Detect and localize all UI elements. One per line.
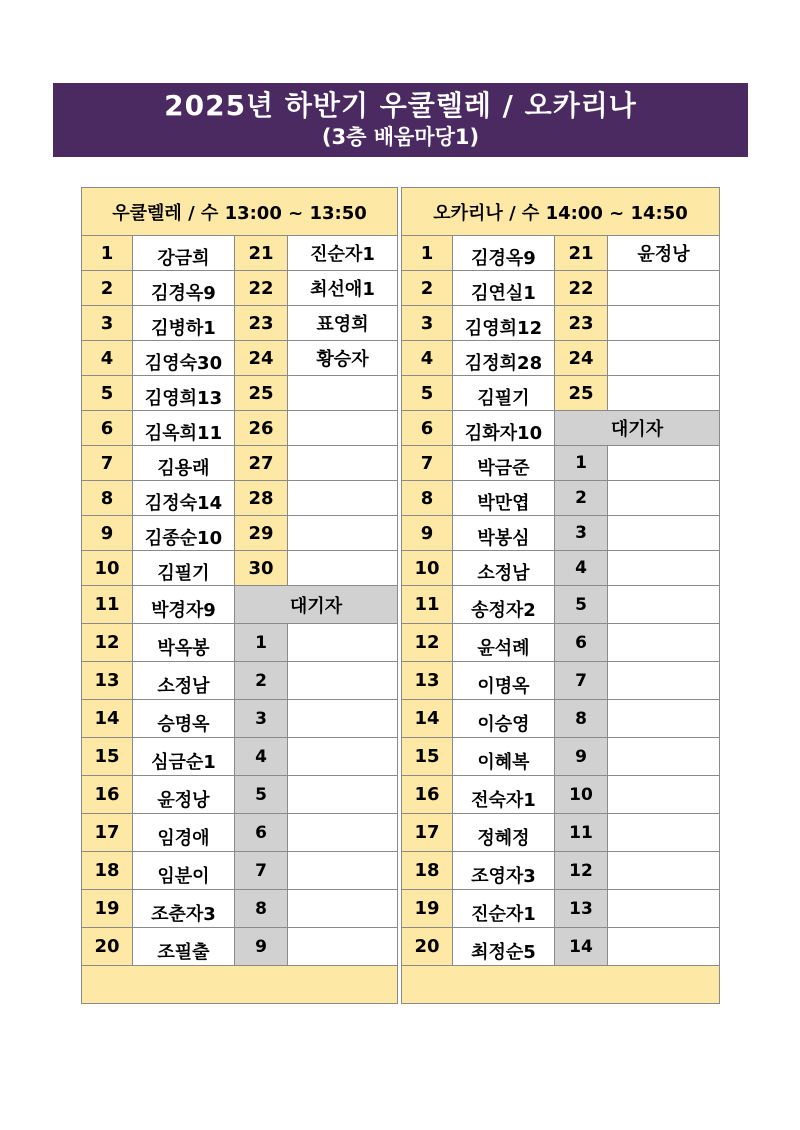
table-row — [402, 376, 720, 411]
registrant-name-text: 승명옥 — [157, 713, 210, 735]
registrant-name — [453, 411, 555, 446]
extra-name: 황승자 — [288, 341, 398, 376]
waitlist-number: 6 — [235, 814, 288, 852]
registrant-name — [453, 928, 555, 966]
waitlist-number: 1 — [235, 624, 288, 662]
waitlist-number: 2 — [555, 481, 608, 516]
registrant-name-text: 조영자3 — [471, 865, 536, 887]
registrant-name-text: 김옥희11 — [144, 423, 223, 444]
waitlist-number: 7 — [235, 852, 288, 890]
registrant-number: 8 — [402, 481, 453, 516]
registrant-number: 18 — [82, 852, 133, 890]
table-footer — [82, 966, 398, 1004]
waitlist-number: 11 — [555, 814, 608, 852]
waitlist-number: 4 — [555, 551, 608, 586]
registrant-number: 4 — [82, 341, 133, 376]
registrant-number: 10 — [82, 551, 133, 586]
table-row — [82, 776, 398, 814]
registrant-number: 16 — [82, 776, 133, 814]
registrant-name-text: 김영희13 — [144, 388, 223, 409]
table-row — [402, 814, 720, 852]
extra-number: 29 — [235, 516, 288, 551]
registrant-name-text: 김경옥9 — [471, 248, 536, 269]
registrant-name-text: 김화자10 — [464, 423, 543, 444]
registrant-number: 3 — [402, 306, 453, 341]
extra-name — [288, 516, 398, 551]
registrant-name — [453, 624, 555, 662]
extra-name: 윤정낭 — [608, 236, 720, 271]
registrant-number: 9 — [402, 516, 453, 551]
table-row — [402, 551, 720, 586]
registrant-name-text: 소정남 — [477, 563, 530, 584]
ocarina-roster-table — [401, 187, 720, 1004]
registrant-name-text: 심금순1 — [151, 751, 216, 773]
registrant-name — [133, 814, 235, 852]
waitlist-number: 3 — [235, 700, 288, 738]
waitlist-name — [608, 624, 720, 662]
registrant-number: 14 — [82, 700, 133, 738]
waitlist-header: 대기자 — [235, 586, 398, 624]
table-row — [82, 890, 398, 928]
waitlist-name — [608, 481, 720, 516]
registrant-name-text: 윤석례 — [477, 637, 530, 659]
waitlist-name — [288, 624, 398, 662]
registrant-number: 14 — [402, 700, 453, 738]
table-row — [82, 516, 398, 551]
waitlist-name — [608, 551, 720, 586]
registrant-name — [453, 586, 555, 624]
waitlist-number: 13 — [555, 890, 608, 928]
waitlist-number: 7 — [555, 662, 608, 700]
waitlist-name — [608, 814, 720, 852]
registrant-name-text: 박봉심 — [477, 528, 530, 549]
table-row — [402, 516, 720, 551]
extra-number: 22 — [555, 271, 608, 306]
waitlist-name — [608, 700, 720, 738]
class-schedule-header: 오카리나 / 수 14:00 ~ 14:50 — [402, 188, 720, 236]
table-row — [402, 890, 720, 928]
table-row — [82, 814, 398, 852]
extra-name: 진순자1 — [288, 236, 398, 271]
registrant-name-text: 김필기 — [157, 563, 210, 584]
registrant-number: 4 — [402, 341, 453, 376]
registrant-number: 19 — [82, 890, 133, 928]
waitlist-name — [288, 738, 398, 776]
registrant-name — [453, 852, 555, 890]
waitlist-name — [288, 700, 398, 738]
registrant-number: 8 — [82, 481, 133, 516]
table-footer — [402, 966, 720, 1004]
extra-number: 21 — [235, 236, 288, 271]
extra-number: 23 — [555, 306, 608, 341]
registrant-name — [453, 446, 555, 481]
waitlist-name — [288, 852, 398, 890]
registrant-name — [133, 446, 235, 481]
registrant-name — [453, 306, 555, 341]
table-row — [402, 271, 720, 306]
waitlist-number: 2 — [235, 662, 288, 700]
registrant-name — [133, 586, 235, 624]
registrant-name — [453, 376, 555, 411]
registrant-name-text: 김용래 — [157, 458, 210, 479]
waitlist-name — [608, 776, 720, 814]
registrant-name — [453, 662, 555, 700]
waitlist-number: 10 — [555, 776, 608, 814]
waitlist-number: 14 — [555, 928, 608, 966]
waitlist-name — [288, 662, 398, 700]
registrant-number: 3 — [82, 306, 133, 341]
table-row — [402, 624, 720, 662]
registrant-number: 11 — [82, 586, 133, 624]
extra-number: 24 — [235, 341, 288, 376]
table-row — [402, 411, 720, 446]
registrant-name — [133, 306, 235, 341]
registrant-name — [453, 776, 555, 814]
table-row — [402, 852, 720, 890]
table-row — [82, 928, 398, 966]
registrant-name — [453, 271, 555, 306]
registrant-name-text: 이혜복 — [477, 751, 530, 773]
registrant-name-text: 이명옥 — [477, 675, 530, 697]
registrant-number: 12 — [82, 624, 133, 662]
waitlist-number: 4 — [235, 738, 288, 776]
table-row — [402, 341, 720, 376]
registrant-name-text: 정혜정 — [477, 827, 530, 849]
registrant-number: 20 — [402, 928, 453, 966]
table-row — [82, 551, 398, 586]
table-row — [82, 586, 398, 624]
header-row — [402, 188, 720, 236]
registrant-name-text: 박옥봉 — [157, 637, 210, 659]
registrant-name — [453, 516, 555, 551]
registrant-name — [133, 341, 235, 376]
table-row — [82, 341, 398, 376]
page-subtitle: (3층 배움마당1) — [321, 125, 480, 149]
registrant-number: 15 — [402, 738, 453, 776]
registrant-name-text: 김정희28 — [464, 353, 543, 374]
extra-name — [608, 306, 720, 341]
registrant-name — [453, 738, 555, 776]
registrant-number: 6 — [82, 411, 133, 446]
registrant-name — [133, 236, 235, 271]
registrant-name — [133, 411, 235, 446]
registrant-number: 5 — [82, 376, 133, 411]
table-row — [82, 446, 398, 481]
registrant-name-text: 박경자9 — [151, 599, 216, 621]
extra-name: 표영희 — [288, 306, 398, 341]
table-row — [82, 481, 398, 516]
registrant-number: 2 — [402, 271, 453, 306]
registrant-name-text: 임경애 — [157, 827, 210, 849]
table-row — [402, 481, 720, 516]
table-row — [402, 586, 720, 624]
registrant-name — [453, 481, 555, 516]
registrant-number: 17 — [402, 814, 453, 852]
registrant-number: 6 — [402, 411, 453, 446]
registrant-number: 5 — [402, 376, 453, 411]
registrant-number: 15 — [82, 738, 133, 776]
registrant-name — [133, 928, 235, 966]
registrant-number: 17 — [82, 814, 133, 852]
registrant-number: 9 — [82, 516, 133, 551]
ukulele-roster-table — [81, 187, 398, 1004]
extra-name — [288, 446, 398, 481]
registrant-name — [453, 341, 555, 376]
registrant-name — [133, 662, 235, 700]
table-row — [82, 306, 398, 341]
waitlist-number: 9 — [555, 738, 608, 776]
registrant-name — [133, 738, 235, 776]
table-row — [82, 738, 398, 776]
registrant-number: 16 — [402, 776, 453, 814]
waitlist-name — [288, 814, 398, 852]
extra-name — [288, 481, 398, 516]
waitlist-name — [608, 446, 720, 481]
waitlist-number: 5 — [555, 586, 608, 624]
registrant-name — [133, 890, 235, 928]
extra-number: 28 — [235, 481, 288, 516]
table-row — [402, 738, 720, 776]
registrant-name-text: 김영숙30 — [144, 353, 223, 374]
waitlist-number: 3 — [555, 516, 608, 551]
footer-row — [402, 966, 720, 1004]
registrant-name — [453, 551, 555, 586]
registrant-number: 1 — [82, 236, 133, 271]
extra-name — [608, 341, 720, 376]
registrant-name — [453, 890, 555, 928]
extra-number: 27 — [235, 446, 288, 481]
table-row — [402, 776, 720, 814]
registrant-name — [133, 481, 235, 516]
registrant-number: 20 — [82, 928, 133, 966]
waitlist-name — [608, 662, 720, 700]
waitlist-number: 1 — [555, 446, 608, 481]
registrant-name-text: 김정숙14 — [144, 493, 223, 514]
table-row — [82, 852, 398, 890]
extra-number: 25 — [555, 376, 608, 411]
class-schedule-header: 우쿨렐레 / 수 13:00 ~ 13:50 — [82, 188, 398, 236]
extra-number: 23 — [235, 306, 288, 341]
registrant-name — [453, 236, 555, 271]
waitlist-name — [608, 516, 720, 551]
table-row — [82, 271, 398, 306]
registrant-name-text: 송정자2 — [471, 599, 536, 621]
extra-name — [288, 551, 398, 586]
footer-row — [82, 966, 398, 1004]
registrant-name-text: 윤정낭 — [157, 789, 210, 811]
table-row — [82, 624, 398, 662]
table-row — [82, 662, 398, 700]
table-row — [402, 662, 720, 700]
registrant-name-text: 최정순5 — [471, 941, 536, 963]
waitlist-number: 12 — [555, 852, 608, 890]
registrant-number: 2 — [82, 271, 133, 306]
table-row — [82, 376, 398, 411]
registrant-name-text: 김경옥9 — [151, 283, 216, 304]
waitlist-name — [288, 928, 398, 966]
registrant-name — [133, 700, 235, 738]
extra-number: 25 — [235, 376, 288, 411]
extra-name — [288, 376, 398, 411]
waitlist-number: 9 — [235, 928, 288, 966]
waitlist-number: 6 — [555, 624, 608, 662]
registrant-name-text: 진순자1 — [471, 903, 536, 925]
registrant-name — [133, 852, 235, 890]
extra-number: 21 — [555, 236, 608, 271]
extra-name — [288, 411, 398, 446]
waitlist-name — [288, 890, 398, 928]
registrant-name — [133, 551, 235, 586]
waitlist-name — [608, 586, 720, 624]
extra-number: 24 — [555, 341, 608, 376]
registrant-name — [453, 814, 555, 852]
waitlist-name — [608, 738, 720, 776]
table-row — [402, 236, 720, 271]
table-row — [402, 306, 720, 341]
waitlist-header: 대기자 — [555, 411, 720, 446]
waitlist-number: 8 — [235, 890, 288, 928]
registrant-number: 13 — [402, 662, 453, 700]
registrant-number: 18 — [402, 852, 453, 890]
registrant-name-text: 소정남 — [157, 675, 210, 697]
waitlist-number: 8 — [555, 700, 608, 738]
registrant-name-text: 조필출 — [157, 941, 210, 963]
registrant-name-text: 전숙자1 — [471, 789, 536, 811]
registrant-name — [133, 516, 235, 551]
extra-number: 26 — [235, 411, 288, 446]
extra-number: 30 — [235, 551, 288, 586]
waitlist-number: 5 — [235, 776, 288, 814]
waitlist-name — [608, 852, 720, 890]
registrant-name — [133, 376, 235, 411]
waitlist-name — [608, 890, 720, 928]
table-row — [402, 446, 720, 481]
registrant-number: 12 — [402, 624, 453, 662]
registrant-number: 7 — [82, 446, 133, 481]
extra-name: 최선애1 — [288, 271, 398, 306]
registrant-name-text: 조춘자3 — [151, 903, 216, 925]
registrant-name-text: 김종순10 — [144, 528, 223, 549]
registrant-name-text: 이승영 — [477, 713, 530, 735]
registrant-number: 1 — [402, 236, 453, 271]
registrant-name — [133, 271, 235, 306]
registrant-number: 10 — [402, 551, 453, 586]
registrant-number: 11 — [402, 586, 453, 624]
waitlist-name — [288, 776, 398, 814]
registrant-name — [453, 700, 555, 738]
extra-name — [608, 376, 720, 411]
table-row — [82, 411, 398, 446]
registrant-number: 13 — [82, 662, 133, 700]
waitlist-name — [608, 928, 720, 966]
registrant-name-text: 김필기 — [477, 388, 530, 409]
title-banner — [53, 83, 748, 157]
registrant-name-text: 강금희 — [157, 248, 210, 269]
table-row — [82, 236, 398, 271]
registrant-name-text: 김연실1 — [471, 283, 536, 304]
registrant-name-text: 김영희12 — [464, 318, 543, 339]
extra-name — [608, 271, 720, 306]
table-row — [82, 700, 398, 738]
registrant-name-text: 임분이 — [157, 865, 210, 887]
table-row — [402, 700, 720, 738]
table-row — [402, 928, 720, 966]
registrant-name — [133, 776, 235, 814]
header-row — [82, 188, 398, 236]
page-title: 2025년 하반기 우쿨렐레 / 오카리나 — [164, 89, 637, 122]
registrant-number: 19 — [402, 890, 453, 928]
registrant-name-text: 박만엽 — [477, 493, 530, 514]
registrant-name-text: 박금준 — [477, 458, 530, 479]
registrant-number: 7 — [402, 446, 453, 481]
registrant-name — [133, 624, 235, 662]
registrant-name-text: 김병하1 — [151, 318, 216, 339]
extra-number: 22 — [235, 271, 288, 306]
